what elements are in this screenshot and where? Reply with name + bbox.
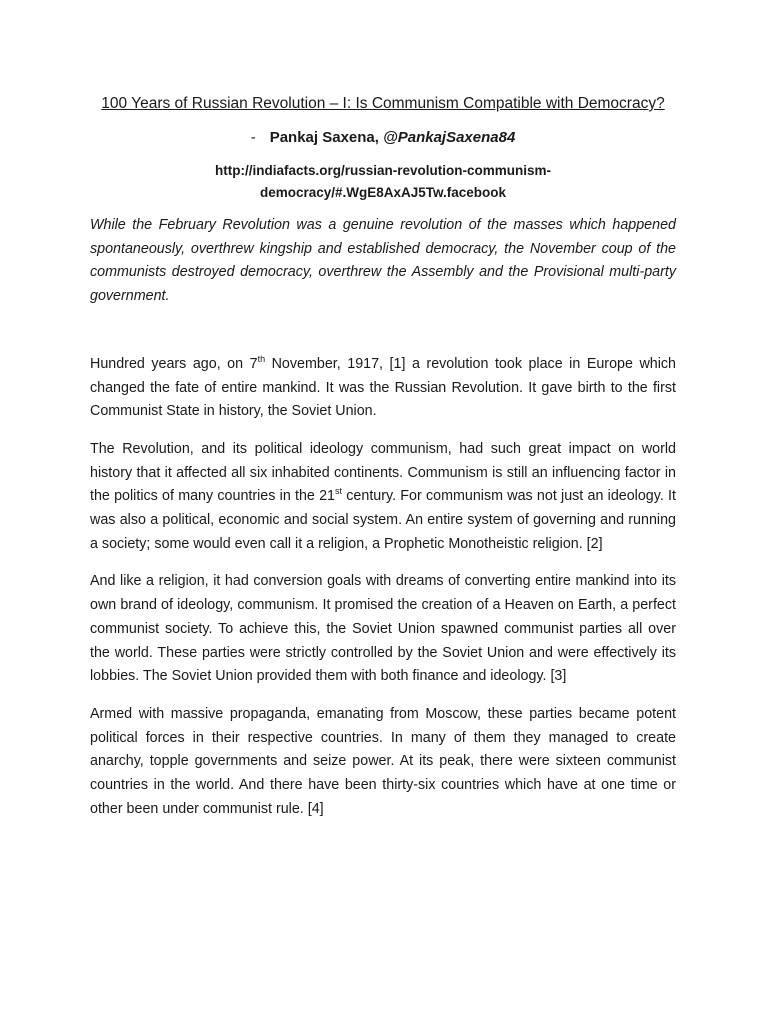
- source-url: http://indiafacts.org/russian-revolution-communism-democracy/#.WgE8AxAJ5Tw.facebook: [214, 163, 552, 200]
- author-name: Pankaj Saxena,: [269, 129, 379, 146]
- paragraph-2-text-a: The Revolution, and its political ideology communism, had such great impact on world history that it affected all six inhabited continents. Communism is still an influencing factor in the politics of many countries in the 21: [90, 440, 676, 505]
- paragraph-1-text-b: November, 1917, [1] a revolution took place in Europe which changed the fate of entire mankind. It was the Russian Revolution. It gave birth to the first Communist State in history, the Soviet Union.: [90, 355, 676, 420]
- author-handle: @PankajSaxena84: [383, 129, 516, 146]
- paragraph-1-text-a: Hundred years ago, on 7: [90, 355, 258, 372]
- byline-dash: -: [250, 129, 256, 146]
- paragraph-2-superscript: st: [335, 486, 343, 497]
- paragraph-1-superscript: th: [257, 354, 266, 365]
- lead-paragraph: While the February Revolution was a genuine revolution of the masses which happened spontaneously, overthrew kingship and established democracy, the November coup of the communists destroyed democracy, overthrew the Assembly and the Provisional multi-party government.: [90, 217, 676, 305]
- paragraph-2: [90, 438, 676, 557]
- paragraph-2-text-b: century. For communism was not just an ideology. It was also a political, economic and social system. An entire system of governing and running a society; some would even call it a religion, a Prophetic Monotheistic religion. [2]: [90, 488, 676, 552]
- paragraph-1: [90, 353, 676, 424]
- paragraph-4: Armed with massive propaganda, emanating from Moscow, these parties became potent political forces in their respective countries. In many of them they managed to create anarchy, topple governments and seize power. At its peak, there were sixteen communist countries in the world. And there have been thirty-six countries which have at one time or other been under communist rule. [4]: [90, 705, 676, 817]
- document-page: [90, 92, 676, 821]
- byline: [90, 126, 676, 150]
- paragraph-3: And like a religion, it had conversion goals with dreams of converting entire mankind into its own brand of ideology, communism. It promised the creation of a Heaven on Earth, a perfect communist society. To achieve this, the Soviet Union spawned communist parties all over the world. These parties were strictly controlled by the Soviet Union and were effectively its lobbies. The Soviet Union provided them with both finance and ideology. [3]: [90, 573, 676, 685]
- article-title: 100 Years of Russian Revolution – I: Is Communism Compatible with Democracy?: [101, 95, 665, 112]
